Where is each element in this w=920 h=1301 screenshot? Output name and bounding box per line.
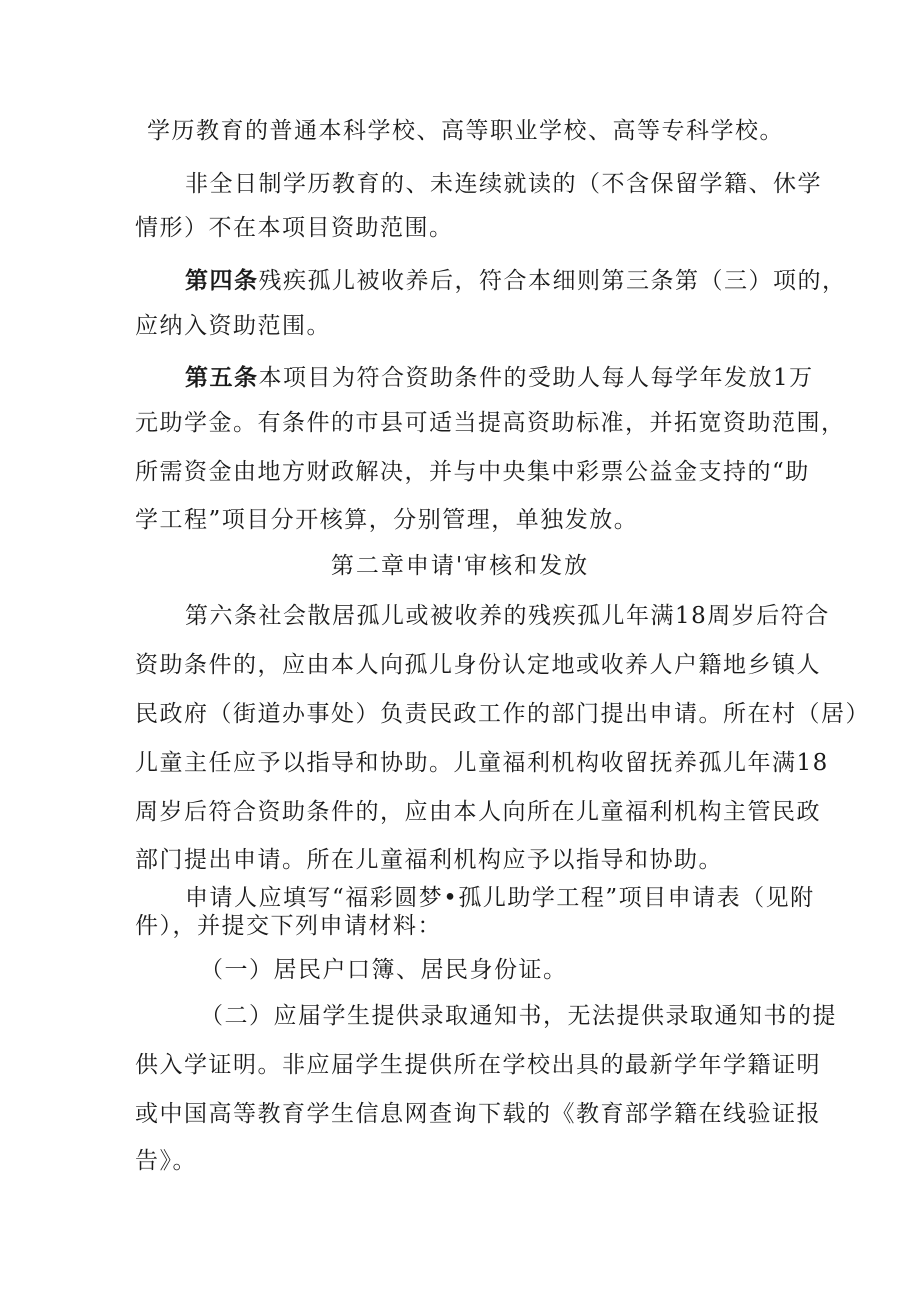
article-5-label: 第五条 — [185, 364, 259, 391]
text-line-4: 残疾孤儿被收养后，符合本细则第三条第（三）项的， — [258, 268, 847, 294]
text-line-5: 应纳入资助范围。 — [135, 313, 331, 339]
text-line-19: （一）居民户口簿、居民身份证。 — [200, 957, 568, 983]
text-line-6: 本项目为符合资助条件的受助人每人每学年发放1万 — [258, 365, 814, 391]
text-line-22: 或中国高等教育学生信息网查询下载的《教育部学籍在线验证报 — [135, 1101, 821, 1127]
text-line-14: 儿童主任应予以指导和协助。儿童福利机构收留抚养孤儿年满18 — [135, 750, 829, 776]
text-line-18: 件），并提交下列申请材料： — [135, 913, 442, 939]
chapter-heading: 第二章申请'审核和发放 — [330, 553, 590, 579]
text-line-7: 元助学金。有条件的市县可适当提高资助标准，并拓宽资助范围， — [135, 410, 846, 436]
text-line-8: 所需资金由地方财政解决，并与中央集中彩票公益金支持的“助 — [135, 459, 810, 485]
article-5-paragraph — [185, 363, 814, 393]
text-line-13: 民政府（街道办事处）负责民政工作的部门提出申请。所在村（居） — [135, 701, 870, 727]
text-line-15: 周岁后符合资助条件的，应由本人向所在儿童福利机构主管民政 — [135, 799, 821, 825]
text-line-2: 非全日制学历教育的、未连续就读的（不含保留学籍、休学 — [185, 171, 822, 197]
text-line-21: 供入学证明。非应届学生提供所在学校出具的最新学年学籍证明 — [135, 1052, 821, 1078]
text-line-3: 情形）不在本项目资助范围。 — [135, 215, 454, 241]
text-line-9: 学工程”项目分开核算，分别管理，单独发放。 — [135, 507, 639, 533]
text-line-23: 告》。 — [135, 1148, 197, 1174]
text-line-20: （二）应届学生提供录取通知书，无法提供录取通知书的提 — [200, 1003, 837, 1029]
text-line-12: 资助条件的，应由本人向孤儿身份认定地或收养人户籍地乡镇人 — [135, 652, 821, 678]
text-line-16: 部门提出申请。所在儿童福利机构应予以指导和协助。 — [135, 847, 723, 873]
article-4-label: 第四条 — [185, 267, 259, 294]
text-line-17: 申请人应填写“福彩圆梦•孤儿助学工程”项目申请表（见附 — [185, 885, 815, 911]
text-line-1: 学历教育的普通本科学校、高等职业学校、高等专科学校。 — [147, 118, 784, 144]
article-4-paragraph — [185, 266, 847, 296]
text-line-11: 第六条社会散居孤儿或被收养的残疾孤儿年满18周岁后符合 — [185, 603, 830, 629]
